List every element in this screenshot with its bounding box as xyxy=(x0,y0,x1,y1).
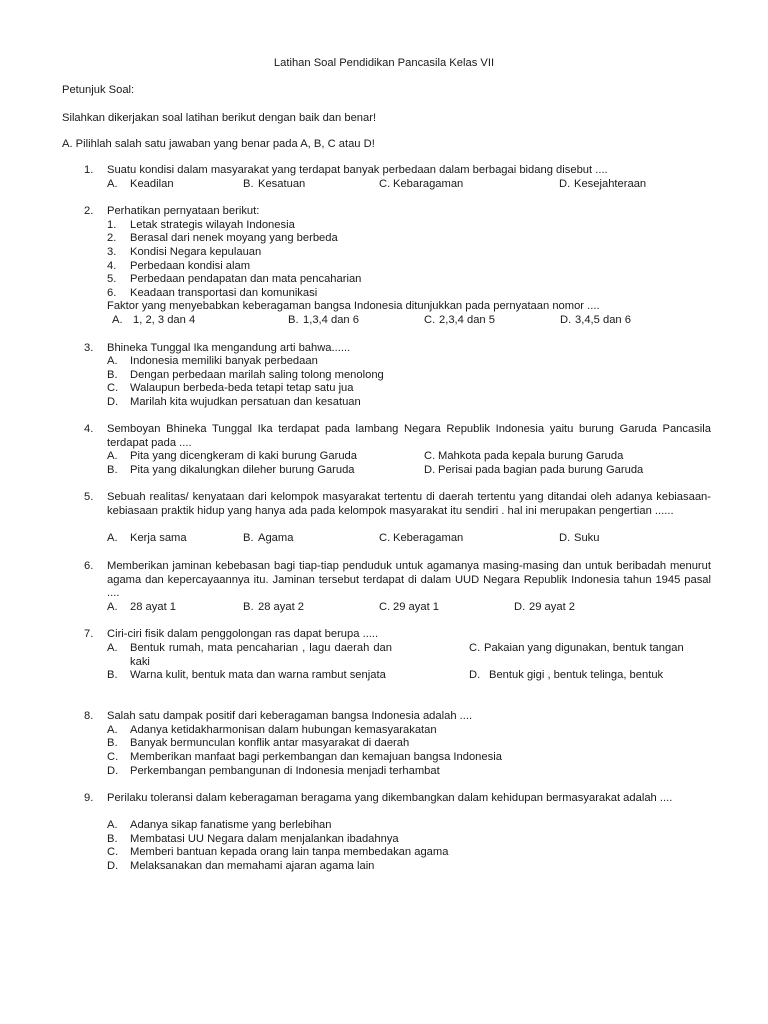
option-text: 29 ayat 1 xyxy=(393,601,440,613)
option-letter: C. xyxy=(379,601,391,613)
option-letter: B. xyxy=(243,601,254,613)
option-letter: D. xyxy=(107,396,119,408)
option-text: Kesatuan xyxy=(258,178,306,190)
option-text: Keberagaman xyxy=(393,532,464,544)
question-number: 9. xyxy=(84,792,94,804)
question-text: Salah satu dampak positif dari keberagaman bangsa Indonesia adalah .... xyxy=(107,710,473,722)
question-number: 4. xyxy=(84,423,94,435)
option-text: Suku xyxy=(574,532,600,544)
option-letter: D. xyxy=(560,314,572,326)
option-text: Indonesia memiliki banyak perbedaan xyxy=(130,355,318,367)
option-letter: B. xyxy=(107,833,118,845)
option-text: Banyak bermunculan konflik antar masyarakat di daerah xyxy=(130,737,410,749)
option-text: Pakaian yang digunakan, bentuk tangan xyxy=(484,642,684,654)
option-text: Perisai pada bagian pada burung Garuda xyxy=(438,464,644,476)
option-letter: D. xyxy=(107,765,119,777)
option-text: Kesejahteraan xyxy=(574,178,647,190)
question-text: Memberikan jaminan kebebasan bagi tiap-tiap penduduk untuk agamanya masing-masing dan untuk beribadah menurut agama dan kepercayaannya itu. Jaminan tersebut terdapat di dalam UUD Negara Republik Indonesia tahun 1945 pasal .... xyxy=(107,560,711,600)
option-text: Adanya ketidakharmonisan dalam hubungan kemasyarakatan xyxy=(130,724,437,736)
option-letter: C. xyxy=(107,846,119,858)
option-text: Pita yang dikalungkan dileher burung Garuda xyxy=(130,464,355,476)
question-text: Sebuah realitas/ kenyataan dari kelompok masyarakat tertentu di daerah tertentu yang ditandai oleh adanya kebiasaan-kebiasaan praktik hidup yang hanya ada pada kelompok masyarakat itu sendiri . hal ini merupakan pengertian ...... xyxy=(107,491,711,517)
option-text: Marilah kita wujudkan persatuan dan kesatuan xyxy=(130,396,361,408)
option-letter: C. xyxy=(107,751,119,763)
option-letter: A. xyxy=(112,314,123,326)
option-letter: C. xyxy=(379,178,391,190)
option-text: Walaupun berbeda-beda tetapi tetap satu jua xyxy=(130,382,354,394)
statement-number: 2. xyxy=(107,232,117,244)
option-text: Memberi bantuan kepada orang lain tanpa membedakan agama xyxy=(130,846,449,858)
option-letter: B. xyxy=(107,737,118,749)
statement-text: Berasal dari nenek moyang yang berbeda xyxy=(130,232,338,244)
petunjuk-heading: Petunjuk Soal: xyxy=(62,84,135,96)
option-letter: C. xyxy=(379,532,391,544)
statement-number: 6. xyxy=(107,287,117,299)
option-text: Bentuk rumah, mata pencaharian , lagu daerah dan kaki xyxy=(130,642,392,668)
option-letter: A. xyxy=(107,724,118,736)
option-letter: D. xyxy=(559,532,571,544)
statement-text: Letak strategis wilayah Indonesia xyxy=(130,219,295,231)
question-prompt: Faktor yang menyebabkan keberagaman bangsa Indonesia ditunjukkan pada pernyataan nomor .... xyxy=(107,300,600,312)
option-letter: A. xyxy=(107,601,118,613)
statement-text: Keadaan transportasi dan komunikasi xyxy=(130,287,318,299)
statement-text: Perbedaan pendapatan dan mata pencaharian xyxy=(130,273,362,285)
option-text: Keadilan xyxy=(130,178,174,190)
question-number: 8. xyxy=(84,710,94,722)
option-text: Warna kulit, bentuk mata dan warna rambut senjata xyxy=(130,669,386,681)
option-text: Dengan perbedaan marilah saling tolong menolong xyxy=(130,369,384,381)
option-letter: C. xyxy=(107,382,119,394)
option-letter: C. xyxy=(424,314,436,326)
section-a-heading: A. Pilihlah salah satu jawaban yang benar pada A, B, C atau D! xyxy=(62,138,375,150)
question-number: 5. xyxy=(84,491,94,503)
option-text: 1,3,4 dan 6 xyxy=(303,314,359,326)
instruction-text: Silahkan dikerjakan soal latihan berikut dengan baik dan benar! xyxy=(62,112,377,124)
statement-number: 5. xyxy=(107,273,117,285)
option-text: Adanya sikap fanatisme yang berlebihan xyxy=(130,819,332,831)
option-letter: C. xyxy=(469,642,481,654)
question-text: Bhineka Tunggal Ika mengandung arti bahwa...... xyxy=(107,342,351,354)
document-title: Latihan Soal Pendidikan Pancasila Kelas VII xyxy=(273,57,495,69)
option-text: Kebaragaman xyxy=(393,178,464,190)
option-letter: D. xyxy=(559,178,571,190)
statement-number: 3. xyxy=(107,246,117,258)
question-text: Ciri-ciri fisik dalam penggolongan ras dapat berupa ..... xyxy=(107,628,379,640)
statement-text: Kondisi Negara kepulauan xyxy=(130,246,262,258)
option-text: 2,3,4 dan 5 xyxy=(439,314,495,326)
option-text: Memberikan manfaat bagi perkembangan dan kemajuan bangsa Indonesia xyxy=(130,751,502,763)
question-number: 2. xyxy=(84,205,94,217)
option-letter: C. xyxy=(424,450,436,462)
question-number: 1. xyxy=(84,164,94,176)
option-letter: B. xyxy=(107,464,118,476)
option-letter: A. xyxy=(107,355,118,367)
option-letter: B. xyxy=(243,178,254,190)
option-letter: B. xyxy=(243,532,254,544)
option-text: 3,4,5 dan 6 xyxy=(575,314,631,326)
question-text: Perilaku toleransi dalam keberagaman beragama yang dikembangkan dalam kehidupan bermasyarakat adalah .... xyxy=(107,792,673,804)
statement-number: 4. xyxy=(107,260,117,272)
statement-text: Perbedaan kondisi alam xyxy=(130,260,251,272)
question-number: 7. xyxy=(84,628,94,640)
option-letter: A. xyxy=(107,819,118,831)
option-letter: A. xyxy=(107,642,118,654)
option-letter: D. xyxy=(107,860,119,872)
question-number: 3. xyxy=(84,342,94,354)
question-text: Perhatikan pernyataan berikut: xyxy=(107,205,260,217)
option-text: Melaksanakan dan memahami ajaran agama lain xyxy=(130,860,375,872)
option-letter: D. xyxy=(424,464,436,476)
question-number: 6. xyxy=(84,560,94,572)
option-text: 28 ayat 1 xyxy=(130,601,177,613)
option-letter: B. xyxy=(107,669,118,681)
question-text: Suatu kondisi dalam masyarakat yang terdapat banyak perbedaan dalam berbagai bidang disebut .... xyxy=(107,164,608,176)
option-letter: A. xyxy=(107,532,118,544)
option-letter: B. xyxy=(107,369,118,381)
option-text: Kerja sama xyxy=(130,532,187,544)
option-letter: B. xyxy=(288,314,299,326)
option-text: 28 ayat 2 xyxy=(258,601,305,613)
option-letter: A. xyxy=(107,450,118,462)
option-letter: A. xyxy=(107,178,118,190)
option-text: Pita yang dicengkeram di kaki burung Garuda xyxy=(130,450,357,462)
option-letter: D. xyxy=(514,601,526,613)
option-text: Perkembangan pembangunan di Indonesia menjadi terhambat xyxy=(130,765,440,777)
option-text: Bentuk gigi , bentuk telinga, bentuk xyxy=(489,669,664,681)
option-text: 29 ayat 2 xyxy=(529,601,576,613)
question-text: Semboyan Bhineka Tunggal Ika terdapat pada lambang Negara Republik Indonesia yaitu burung Garuda Pancasila terdapat pada .... xyxy=(107,423,711,449)
option-text: Mahkota pada kepala burung Garuda xyxy=(438,450,624,462)
option-letter: D. xyxy=(469,669,481,681)
statement-number: 1. xyxy=(107,219,117,231)
option-text: Agama xyxy=(258,532,294,544)
option-text: Membatasi UU Negara dalam menjalankan ibadahnya xyxy=(130,833,399,845)
option-text: 1, 2, 3 dan 4 xyxy=(133,314,196,326)
